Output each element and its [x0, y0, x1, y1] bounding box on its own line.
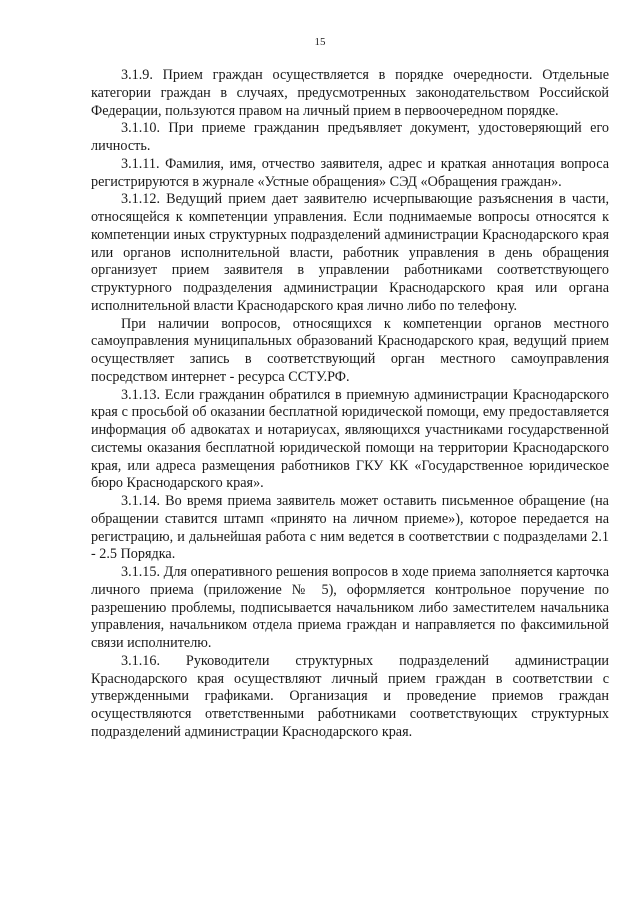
paragraph-local-government: При наличии вопросов, относящихся к компетенции органов местного самоуправления муниципальных образований Краснодарского края, ведущий прием осуществляет запись в соответствующий орган местного самоуправления посредством интернет - ресурса ССТУ.РФ. — [91, 315, 609, 385]
paragraph-3-1-13: 3.1.13. Если гражданин обратился в приемную администрации Краснодарского края с просьбой об оказании бесплатной юридической помощи, ему предоставляется информация об адвокатах и нотариусах, являющихся участниками государственной системы оказания бесплатной юридической помощи на территории Краснодарского края, или адреса размещения работников ГКУ КК «Государственное юридическое бюро Краснодарского края». — [91, 386, 609, 492]
paragraph-3-1-15: 3.1.15. Для оперативного решения вопросов в ходе приема заполняется карточка личного приема (приложение № 5), оформляется контрольное поручение по разрешению проблемы, подписывается начальником либо заместителем начальника управления, начальником отдела приема граждан и направляется по факсимильной связи исполнителю. — [91, 564, 609, 651]
paragraph-3-1-14: 3.1.14. Во время приема заявитель может оставить письменное обращение (на обращении ставится штамп «принято на личном приеме»), которое передается на регистрацию, и дальнейшая работа с ним ведется в соответствии с подразделами 2.1 - 2.5 Порядка. — [91, 493, 609, 563]
document-body — [91, 67, 609, 742]
paragraph-3-1-16: 3.1.16. Руководители структурных подразделений администрации Краснодарского края осуществляют личный прием граждан в соответствии с утвержденными графиками. Организация и проведение приемов граждан осуществляются ответственными работниками соответствующих структурных подразделений администрации Краснодарского края. — [91, 652, 609, 740]
paragraph-3-1-11: 3.1.11. Фамилия, имя, отчество заявителя, адрес и краткая аннотация вопроса регистрируются в журнале «Устные обращения» СЭД «Обращения граждан». — [91, 155, 609, 190]
paragraph-3-1-9: 3.1.9. Прием граждан осуществляется в порядке очередности. Отдельные категории граждан в случаях, предусмотренных законодательством Российской Федерации, пользуются правом на личный прием в первоочередном порядке. — [91, 67, 609, 119]
paragraph-3-1-12: 3.1.12. Ведущий прием дает заявителю исчерпывающие разъяснения в части, относящейся к компетенции управления. Если поднимаемые вопросы относятся к компетенции иных структурных подразделений администрации Краснодарского края или органов исполнительной власти, работник управления в день обращения организует прием заявителя в управлении работниками соответствующего структурного подразделения администрации Краснодарского края или органа исполнительной власти Краснодарского края лично либо по телефону. — [91, 191, 609, 314]
paragraph-3-1-10: 3.1.10. При приеме гражданин предъявляет документ, удостоверяющий его личность. — [91, 120, 609, 154]
page-number: 15 — [314, 36, 326, 48]
